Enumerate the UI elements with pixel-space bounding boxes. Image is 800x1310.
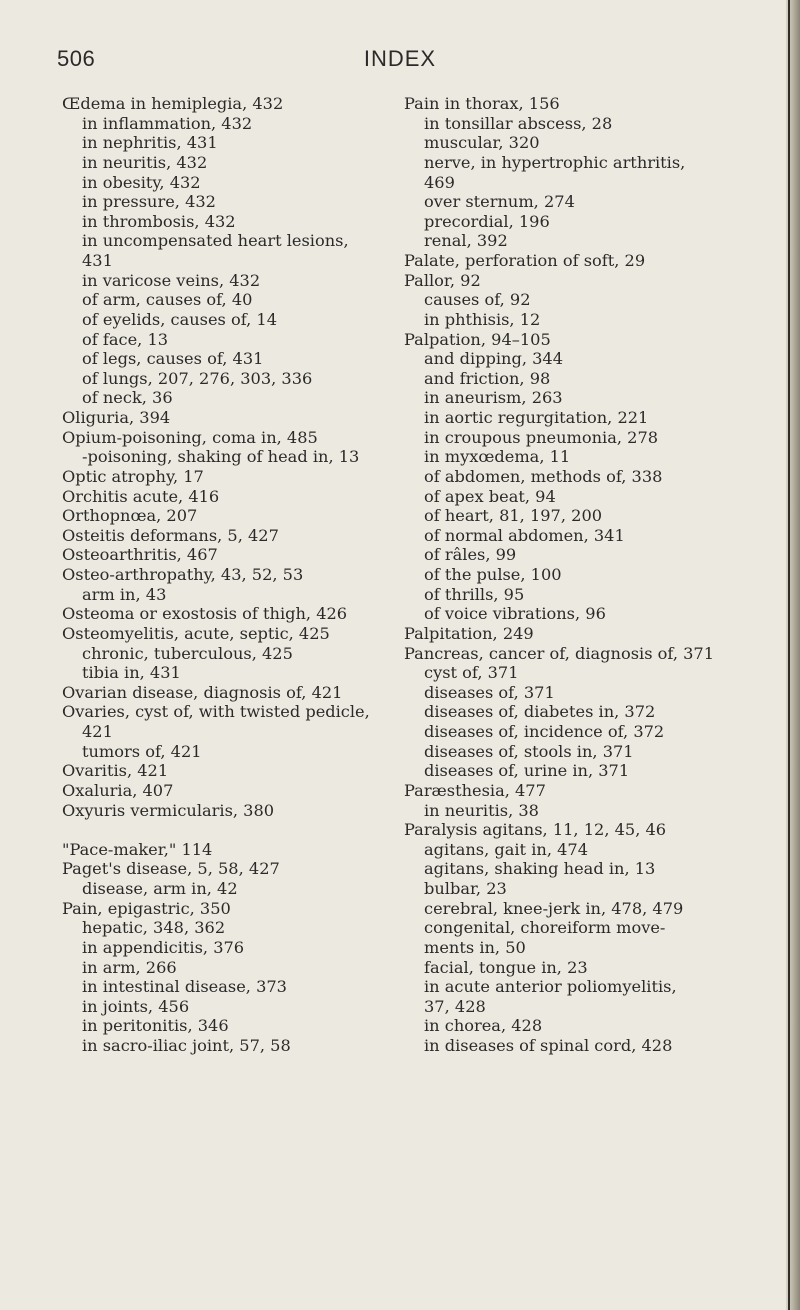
index-sub-entry: in myxœdema, 11 (424, 447, 571, 467)
index-entry-continuation: 421 (82, 722, 113, 741)
index-sub-entry: over sternum, 274 (424, 192, 575, 212)
index-sub-entry: in joints, 456 (82, 996, 190, 1016)
index-main-entry: Osteoarthritis, 467 (62, 545, 218, 565)
index-sub-entry: arm in, 43 (82, 584, 167, 604)
index-sub-entry: agitans, gait in, 474 (424, 839, 589, 859)
index-sub-entry: in diseases of spinal cord, 428 (424, 1036, 673, 1055)
index-main-entry: Orchitis acute, 416 (62, 486, 220, 506)
index-sub-entry: in thrombosis, 432 (82, 211, 236, 231)
index-entry-continuation: 469 (424, 172, 455, 192)
index-sub-entry: of face, 13 (82, 329, 169, 349)
index-sub-entry: in chorea, 428 (424, 1016, 543, 1036)
index-main-entry: Osteoma or exostosis of thigh, 426 (62, 604, 348, 624)
index-sub-entry: diseases of, incidence of, 372 (424, 722, 665, 741)
index-main-entry: Osteitis deformans, 5, 427 (62, 525, 279, 545)
index-sub-entry: of voice vibrations, 96 (424, 604, 606, 624)
index-sub-entry: in acute anterior poliomyelitis, (424, 977, 677, 997)
index-main-entry: Pain in thorax, 156 (404, 94, 560, 113)
index-sub-entry: in aortic regurgitation, 221 (424, 408, 649, 427)
index-sub-entry: chronic, tuberculous, 425 (82, 643, 293, 663)
index-main-entry: Paralysis agitans, 11, 12, 45, 46 (404, 820, 667, 840)
index-sub-entry: of arm, causes of, 40 (82, 290, 253, 310)
index-sub-entry: causes of, 92 (424, 290, 531, 310)
index-sub-entry: in varicose veins, 432 (82, 270, 261, 290)
index-sub-entry: of lungs, 207, 276, 303, 336 (82, 368, 313, 388)
index-main-entry: Pain, epigastric, 350 (62, 898, 231, 918)
index-sub-entry: muscular, 320 (424, 133, 540, 153)
index-main-entry: Pallor, 92 (404, 270, 481, 290)
index-sub-entry: in uncompensated heart lesions, (82, 231, 349, 251)
index-sub-entry: of legs, causes of, 431 (82, 349, 264, 369)
index-sub-entry: renal, 392 (424, 231, 508, 251)
index-sub-entry: of heart, 81, 197, 200 (424, 506, 603, 526)
page-header (57, 46, 743, 76)
index-sub-entry: of eyelids, causes of, 14 (82, 309, 278, 329)
index-column-left (62, 94, 412, 1056)
index-main-entry: Opium-poisoning, coma in, 485 (62, 427, 318, 447)
index-sub-entry: in neuritis, 38 (424, 800, 539, 820)
index-sub-entry: in phthisis, 12 (424, 309, 541, 329)
index-sub-entry: in appendicitis, 376 (82, 937, 245, 957)
index-sub-entry: of râles, 99 (424, 545, 517, 565)
index-sub-entry: in nephritis, 431 (82, 133, 218, 153)
index-main-entry: Paget's disease, 5, 58, 427 (62, 859, 280, 879)
index-sub-entry: and friction, 98 (424, 368, 551, 388)
index-main-entry: Oliguria, 394 (62, 408, 171, 427)
index-main-entry: Pancreas, cancer of, diagnosis of, 371 (404, 643, 715, 663)
index-sub-entry: in inflammation, 432 (82, 113, 253, 133)
index-sub-entry: of abdomen, methods of, 338 (424, 466, 663, 486)
index-main-entry: "Pace-maker," 114 (62, 839, 213, 859)
index-sub-entry: disease, arm in, 42 (82, 879, 238, 898)
index-main-entry: Ovaries, cyst of, with twisted pedicle, (62, 702, 370, 722)
index-sub-entry: -poisoning, shaking of head in, 13 (82, 447, 360, 467)
index-sub-entry: diseases of, diabetes in, 372 (424, 702, 656, 722)
index-sub-entry: bulbar, 23 (424, 879, 507, 898)
index-sub-entry: cyst of, 371 (424, 663, 519, 683)
index-main-entry: Optic atrophy, 17 (62, 466, 204, 486)
index-sub-entry: in croupous pneumonia, 278 (424, 427, 659, 447)
page-number: 506 (57, 46, 96, 71)
index-sub-entry: of normal abdomen, 341 (424, 525, 625, 545)
index-sub-entry: cerebral, knee-jerk in, 478, 479 (424, 898, 684, 918)
index-sub-entry: of apex beat, 94 (424, 486, 556, 506)
index-sub-entry: hepatic, 348, 362 (82, 918, 226, 938)
index-main-entry: Osteomyelitis, acute, septic, 425 (62, 623, 330, 643)
index-sub-entry: and dipping, 344 (424, 349, 564, 369)
index-sub-entry: in intestinal disease, 373 (82, 977, 287, 997)
index-sub-entry: in peritonitis, 346 (82, 1016, 229, 1036)
index-main-entry: Oxaluria, 407 (62, 780, 174, 800)
index-sub-entry: tumors of, 421 (82, 741, 202, 761)
index-sub-entry: in aneurism, 263 (424, 388, 563, 408)
index-main-entry: Palpitation, 249 (404, 623, 534, 643)
index-main-entry: Palate, perforation of soft, 29 (404, 251, 646, 270)
index-main-entry: Oxyuris vermicularis, 380 (62, 800, 275, 820)
index-main-entry: Osteo-arthropathy, 43, 52, 53 (62, 565, 304, 584)
index-section-gap (62, 820, 412, 840)
index-sub-entry: in obesity, 432 (82, 172, 201, 192)
index-sub-entry: diseases of, stools in, 371 (424, 741, 634, 761)
index-sub-entry: nerve, in hypertrophic arthritis, (424, 152, 686, 172)
index-sub-entry: diseases of, urine in, 371 (424, 761, 630, 781)
index-sub-entry: precordial, 196 (424, 211, 550, 231)
index-sub-entry: in pressure, 432 (82, 192, 216, 212)
index-sub-entry: congenital, choreiform move- (424, 918, 666, 938)
index-sub-entry: of the pulse, 100 (424, 565, 562, 584)
index-entry-continuation: 37, 428 (424, 996, 486, 1016)
index-sub-entry: agitans, shaking head in, 13 (424, 859, 656, 879)
index-main-entry: Ovaritis, 421 (62, 761, 169, 781)
index-main-entry: Œdema in hemiplegia, 432 (62, 94, 284, 113)
index-entry-continuation: 431 (82, 251, 113, 270)
index-sub-entry: in arm, 266 (82, 957, 177, 977)
spine-shadow-line (788, 0, 790, 1310)
index-sub-entry: in neuritis, 432 (82, 152, 208, 172)
index-sub-entry: tibia in, 431 (82, 663, 181, 683)
index-main-entry: Palpation, 94–105 (404, 329, 551, 349)
index-sub-entry: of thrills, 95 (424, 584, 525, 604)
index-entry-continuation: ments in, 50 (424, 937, 526, 957)
index-main-entry: Ovarian disease, diagnosis of, 421 (62, 682, 343, 702)
index-sub-entry: of neck, 36 (82, 388, 173, 408)
index-main-entry: Paræsthesia, 477 (404, 780, 546, 800)
index-sub-entry: facial, tongue in, 23 (424, 957, 588, 977)
running-head: INDEX (363, 46, 437, 71)
index-main-entry: Orthopnœa, 207 (62, 506, 198, 526)
index-sub-entry: in tonsillar abscess, 28 (424, 113, 613, 133)
index-sub-entry: diseases of, 371 (424, 682, 555, 702)
index-sub-entry: in sacro-iliac joint, 57, 58 (82, 1036, 291, 1055)
index-column-right (404, 94, 776, 1056)
